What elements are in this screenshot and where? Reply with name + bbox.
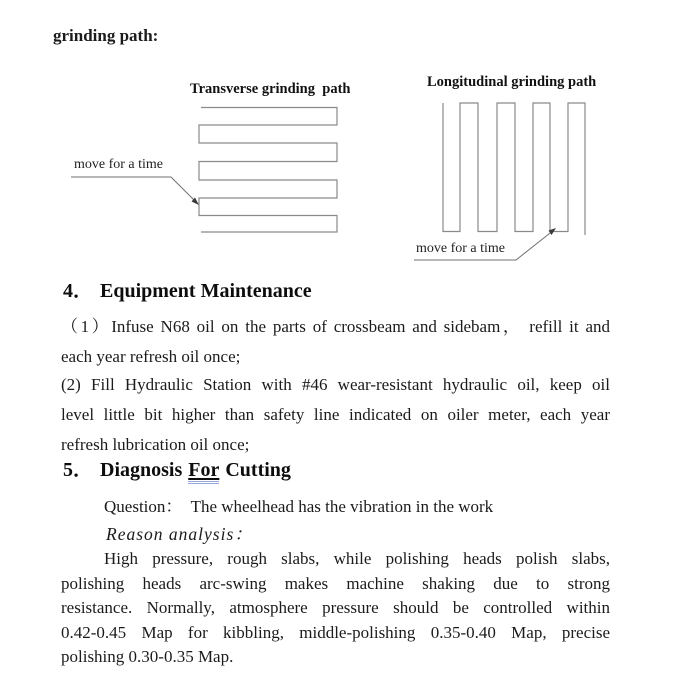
question-paragraph	[61, 492, 610, 521]
right-callout-label: move for a time	[416, 241, 506, 256]
paragraph-line: polishing 0.30-0.35 Map.	[61, 647, 234, 667]
longitudinal-serpentine-path	[443, 103, 585, 235]
longitudinal-diagram-title: Longitudinal grinding path	[427, 74, 597, 90]
section4-heading	[63, 278, 312, 304]
section5-title-word: Diagnosis	[100, 459, 183, 481]
paragraph-line: level little bit higher than safety line indicated on oiler meter, each year	[61, 404, 610, 424]
intro-line: grinding path:	[53, 26, 159, 45]
reason-analysis-label: Reason analysis：	[106, 524, 253, 544]
paragraph-line: each year refresh oil once;	[61, 346, 241, 366]
section5-heading	[63, 457, 291, 484]
section4-title: Equipment Maintenance	[100, 280, 312, 302]
transverse-diagram-title: Transverse grinding path	[190, 81, 351, 97]
maintenance-item2-paragraph	[61, 370, 610, 459]
section5-title-word: Cutting	[225, 459, 291, 481]
grammar-flagged-word	[188, 460, 219, 484]
paragraph-line: (2) Fill Hydraulic Station with #46 wear-resistant hydraulic oil, keep oil	[61, 375, 610, 394]
section5-number: 5．	[63, 459, 93, 481]
grinding-path-diagram-canvas	[0, 0, 700, 280]
left-callout-label: move for a time	[74, 157, 164, 172]
underlined-word: For	[188, 459, 220, 481]
analysis-paragraph	[61, 547, 610, 670]
paragraph-line: （1）Infuse N68 oil on the parts of crossbeam and sidebam， refill it and	[61, 317, 610, 336]
paragraph-line: polishing heads arc-swing makes machine shaking due to strong	[61, 573, 610, 593]
paragraph-line: resistance. Normally, atmosphere pressure should be controlled within	[61, 598, 610, 618]
paragraph-line: High pressure, rough slabs, while polishing heads polish slabs,	[104, 549, 610, 568]
section4-number: 4．	[63, 280, 93, 302]
maintenance-item1-paragraph	[61, 312, 610, 372]
paragraph-line: 0.42-0.45 Map for kibbling, middle-polishing 0.35-0.40 Map, precise	[61, 622, 610, 642]
left-callout-leader-line	[71, 177, 196, 202]
transverse-serpentine-path	[199, 108, 337, 233]
question-line: Question： The wheelhead has the vibration in the work	[104, 497, 494, 516]
paragraph-line: refresh lubrication oil once;	[61, 434, 250, 454]
